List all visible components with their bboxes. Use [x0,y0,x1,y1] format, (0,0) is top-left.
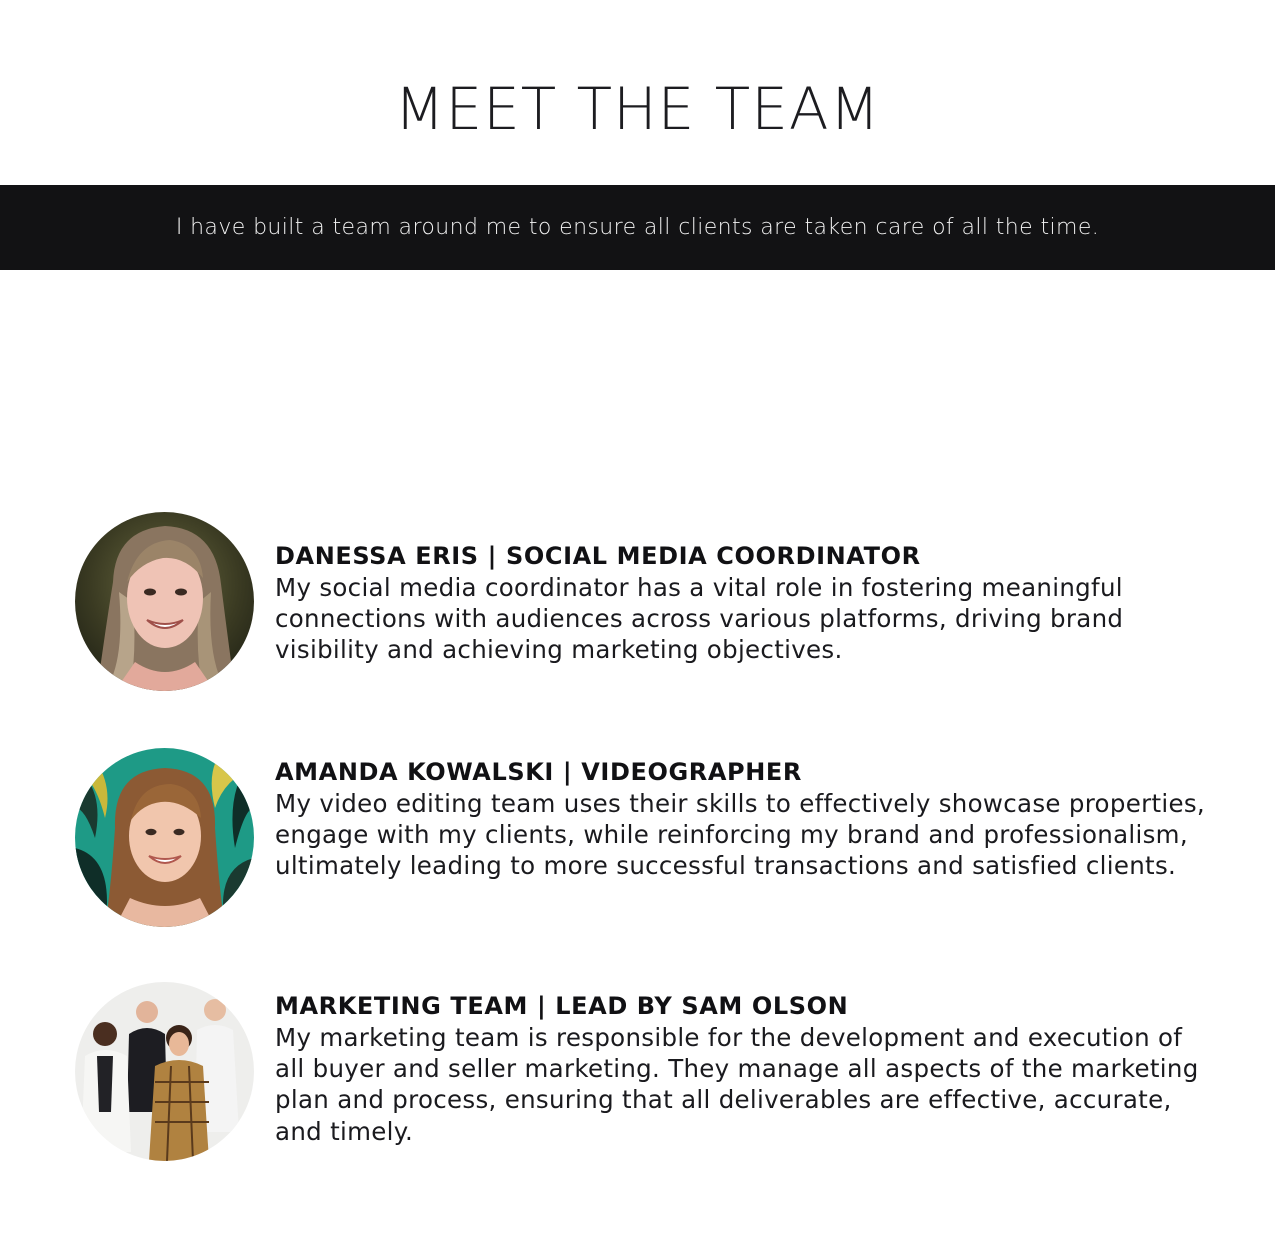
banner-text: I have built a team around me to ensure all clients are taken care of all the time. [175,215,1100,240]
member-info [275,990,1205,1147]
member-description: My social media coordinator has a vital role in fostering meaningful connections with audiences across various platforms, driving brand visibility and achieving marketing objectives. [275,573,1124,665]
team-member-danessa [75,512,1215,692]
avatar-photo [75,512,254,691]
avatar-photo [75,982,254,1161]
member-heading: AMANDA KOWALSKI | VIDEOGRAPHER [275,758,802,786]
intro-banner [0,185,1275,270]
member-info [275,540,1205,666]
member-description: My video editing team uses their skills to effectively showcase properties, engage with my clients, while reinforcing my brand and professionalism, ultimately leading to more successful transactions and satisfied clients. [275,789,1205,881]
page-title: MEET THE TEAM [394,75,881,143]
avatar-photo [75,748,254,927]
team-member-marketing [75,982,1215,1162]
member-description: My marketing team is responsible for the development and execution of all buyer and seller marketing. They manage all aspects of the marketing plan and process, ensuring that all deliverables are effective, accurate, and timely. [275,1023,1199,1146]
member-heading: DANESSA ERIS | SOCIAL MEDIA COORDINATOR [275,542,921,570]
member-info [275,756,1205,882]
team-member-amanda [75,748,1215,928]
member-heading: MARKETING TEAM | LEAD BY SAM OLSON [275,992,849,1020]
